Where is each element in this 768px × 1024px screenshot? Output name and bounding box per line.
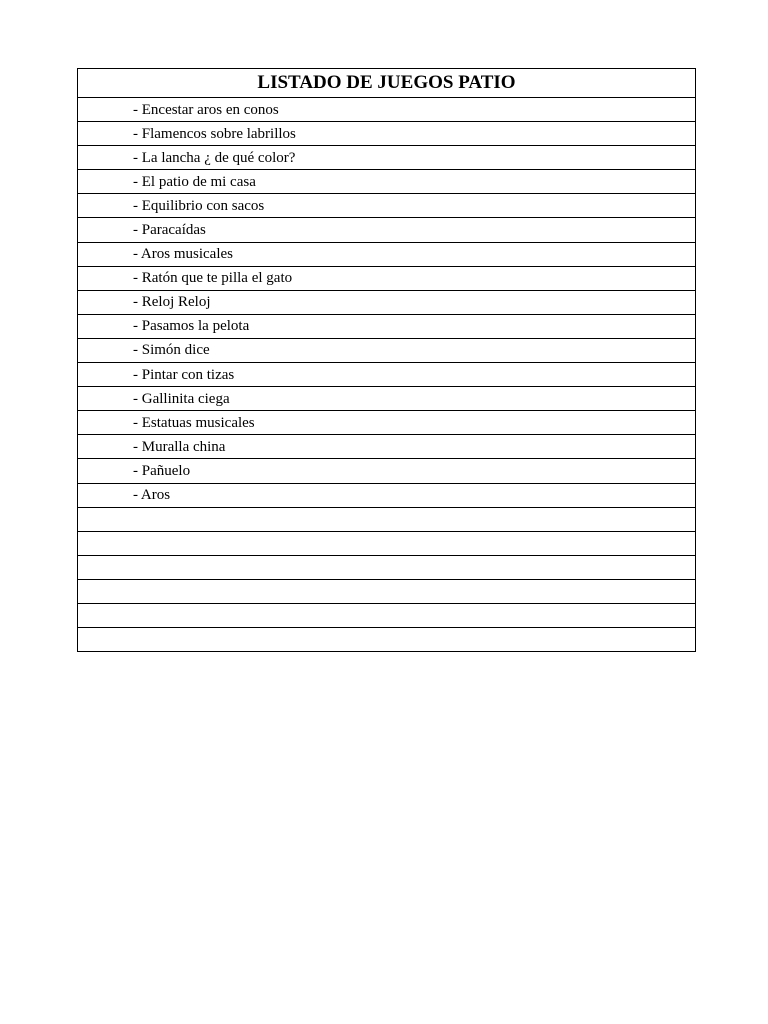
title-row xyxy=(78,69,696,98)
table-row xyxy=(78,266,696,290)
table-row xyxy=(78,459,696,483)
game-item xyxy=(78,603,696,627)
table-row xyxy=(78,146,696,170)
game-item: - El patio de mi casa xyxy=(78,170,696,194)
game-item: - Aros xyxy=(78,483,696,507)
game-item: - Encestar aros en conos xyxy=(78,98,696,122)
game-item: - Ratón que te pilla el gato xyxy=(78,266,696,290)
game-item xyxy=(78,628,696,652)
table-row xyxy=(78,218,696,242)
game-item: - Paracaídas xyxy=(78,218,696,242)
game-item xyxy=(78,507,696,531)
game-item: - Pasamos la pelota xyxy=(78,314,696,338)
table-row xyxy=(78,290,696,314)
table-row xyxy=(78,122,696,146)
game-item: - Flamencos sobre labrillos xyxy=(78,122,696,146)
table-row xyxy=(78,579,696,603)
table-row xyxy=(78,98,696,122)
table-row xyxy=(78,387,696,411)
game-item xyxy=(78,531,696,555)
game-rows xyxy=(78,98,696,652)
table-row xyxy=(78,194,696,218)
table-row xyxy=(78,507,696,531)
game-item xyxy=(78,555,696,579)
table-row xyxy=(78,483,696,507)
table-row xyxy=(78,531,696,555)
game-item: - Pañuelo xyxy=(78,459,696,483)
table-row xyxy=(78,411,696,435)
table-row xyxy=(78,314,696,338)
game-item: - Reloj Reloj xyxy=(78,290,696,314)
games-list-table xyxy=(77,68,696,652)
table-row xyxy=(78,363,696,387)
game-item: - Muralla china xyxy=(78,435,696,459)
game-item: - Simón dice xyxy=(78,338,696,362)
game-item: - Estatuas musicales xyxy=(78,411,696,435)
table-row xyxy=(78,242,696,266)
table-row xyxy=(78,338,696,362)
table-row xyxy=(78,628,696,652)
table-row xyxy=(78,435,696,459)
game-item: - Gallinita ciega xyxy=(78,387,696,411)
game-item: - Equilibrio con sacos xyxy=(78,194,696,218)
game-item: - Aros musicales xyxy=(78,242,696,266)
document-title: LISTADO DE JUEGOS PATIO xyxy=(78,69,696,98)
table-row xyxy=(78,603,696,627)
table-row xyxy=(78,555,696,579)
game-item: - Pintar con tizas xyxy=(78,363,696,387)
table-row xyxy=(78,170,696,194)
game-item xyxy=(78,579,696,603)
game-item: - La lancha ¿ de qué color? xyxy=(78,146,696,170)
